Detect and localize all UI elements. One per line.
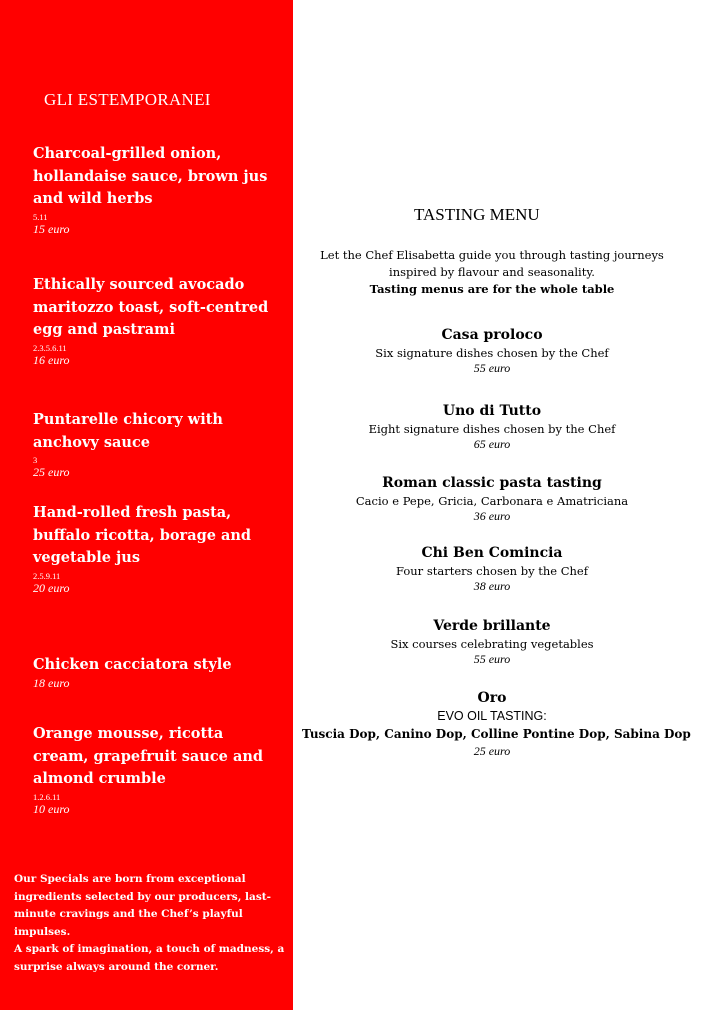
tasting-oils: Tuscia Dop, Canino Dop, Colline Pontine Dop, Sabina Dop	[302, 727, 691, 741]
tasting-desc: Four starters chosen by the Chef	[395, 564, 588, 578]
dish-item	[33, 502, 283, 595]
tasting-item	[302, 474, 682, 524]
tasting-desc: Cacio e Pepe, Gricia, Carbonara e Amatriciana	[355, 494, 629, 508]
tasting-price: 55 euro	[473, 652, 511, 666]
dish-allergens: 1.2.6.11	[33, 791, 61, 802]
tasting-menu-title: TASTING MENU	[414, 205, 540, 224]
dish-name: Puntarelle chicory with anchovy sauce	[33, 411, 223, 451]
tasting-name: Casa proloco	[441, 327, 543, 343]
tasting-price: 36 euro	[473, 509, 511, 523]
tasting-name: Chi Ben Comincia	[421, 545, 563, 561]
dish-allergens: 2.3.5.6.11	[33, 342, 67, 353]
dish-allergens: 2.5.9.11	[33, 570, 61, 581]
tasting-price: 65 euro	[473, 437, 511, 451]
dish-allergens: 5.11	[33, 211, 48, 222]
tasting-price: 38 euro	[473, 579, 511, 593]
dish-price: 16 euro	[33, 352, 70, 367]
section-title: GLI ESTEMPORANEI	[44, 90, 211, 109]
tasting-item	[302, 402, 682, 452]
dish-name: Hand-rolled fresh pasta, buffalo ricotta, borage and vegetable jus	[33, 504, 252, 566]
dish-name: Charcoal-grilled onion, hollandaise sauce, brown jus and wild herbs	[33, 145, 268, 207]
dish-name: Orange mousse, ricotta cream, grapefruit sauce and almond crumble	[33, 725, 264, 787]
tasting-name: Uno di Tutto	[442, 403, 542, 419]
tasting-name: Verde brillante	[433, 618, 551, 634]
tasting-name: Roman classic pasta tasting	[382, 475, 602, 491]
dish-item	[33, 274, 283, 367]
tasting-subtitle: EVO OIL TASTING:	[437, 709, 547, 723]
tasting-item	[302, 617, 682, 667]
tasting-intro-text: Let the Chef Elisabetta guide you through tasting journeys inspired by flavour and seasonality.	[320, 248, 664, 279]
tasting-name: Oro	[477, 690, 507, 706]
tasting-item	[302, 326, 682, 376]
tasting-desc: Six signature dishes chosen by the Chef	[375, 346, 609, 360]
tasting-price: 55 euro	[473, 361, 511, 375]
tasting-desc: Eight signature dishes chosen by the Chef	[368, 422, 616, 436]
tasting-item	[302, 689, 691, 759]
tasting-intro	[302, 247, 682, 298]
specials-note	[14, 871, 286, 976]
dish-item	[33, 409, 283, 479]
dish-item	[33, 723, 283, 816]
dish-name: Chicken cacciatora style	[33, 656, 232, 673]
dish-price: 25 euro	[33, 465, 70, 479]
tasting-desc: Six courses celebrating vegetables	[390, 637, 594, 651]
tasting-intro-note: Tasting menus are for the whole table	[369, 282, 615, 296]
dish-allergens: 3	[33, 455, 38, 465]
dish-name: Ethically sourced avocado maritozzo toast, soft-centred egg and pastrami	[33, 276, 269, 338]
specials-note-text: A spark of imagination, a touch of madness, a surprise always around the corner.	[14, 943, 285, 973]
dish-price: 18 euro	[33, 675, 70, 690]
dish-item	[33, 654, 283, 690]
dish-price: 10 euro	[33, 801, 70, 816]
tasting-price: 25 euro	[473, 744, 511, 758]
specials-note-text: Our Specials are born from exceptional ingredients selected by our producers, last-minute cravings and the Chef’s playful impulses.	[14, 873, 271, 938]
dish-price: 15 euro	[33, 221, 70, 236]
dish-item	[33, 143, 283, 236]
dish-price: 20 euro	[33, 580, 70, 595]
specials-panel	[0, 0, 293, 1010]
tasting-item	[302, 544, 682, 594]
